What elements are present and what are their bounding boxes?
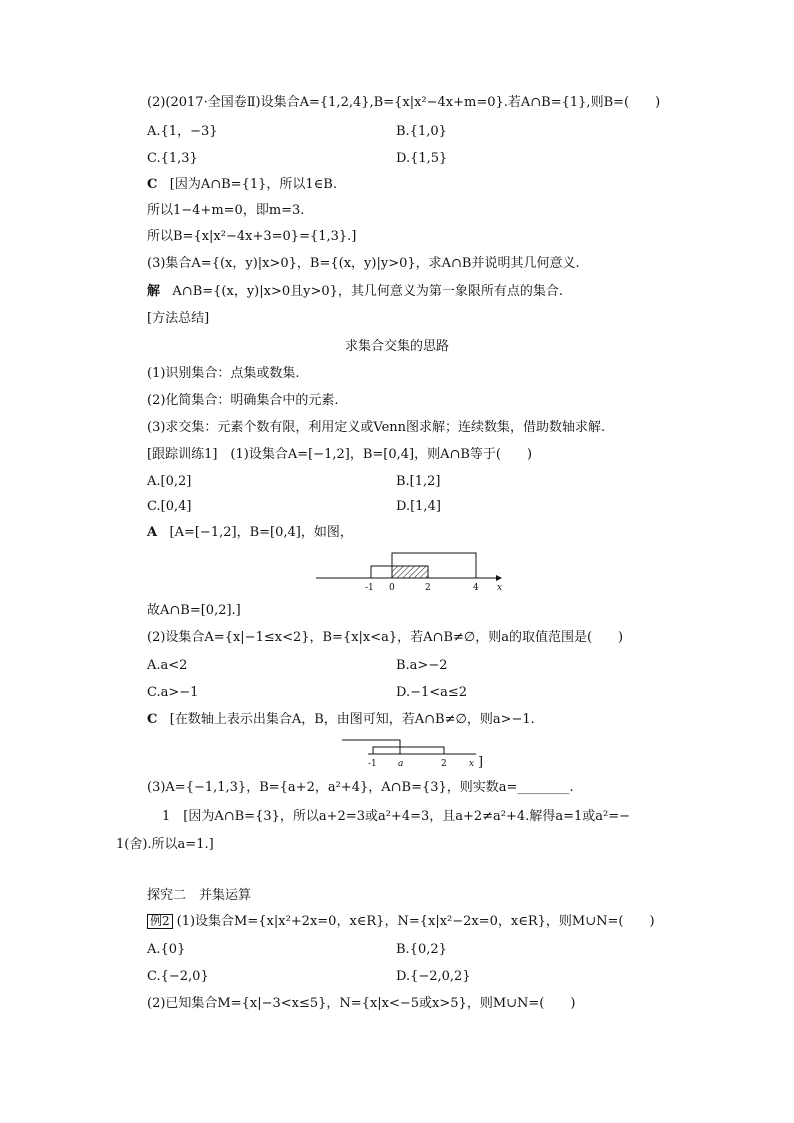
example2-q1-stem: [147, 914, 655, 930]
q3-answer-label: 解: [147, 284, 161, 299]
axis-label-x: x: [497, 583, 503, 593]
q3-stem: (3)集合A={(x，y)|x>0}，B={(x，y)|y>0}，求A∩B并说明其几何意义.: [147, 256, 580, 271]
training1-q2-answer: [147, 712, 535, 728]
training1-q1-stem: [跟踪训练1] (1)设集合A=[−1,2]，B=[0,4]，则A∩B等于( ): [147, 447, 533, 462]
q2-answer-letter: C: [147, 177, 158, 192]
axis-label-x: x: [469, 759, 475, 769]
method-summary-title: 求集合交集的思路: [344, 339, 449, 354]
q3-answer-text: A∩B={(x，y)|x>0且y>0}，其几何意义为第一象限所有点的集合.: [172, 284, 564, 299]
training1-q2-answer-letter: C: [147, 712, 158, 727]
method-step-3: (3)求交集：元素个数有限，利用定义或Venn图求解；连续数集，借助数轴求解.: [147, 420, 606, 435]
example2-q1-option-d: D.{−2,0,2}: [396, 969, 471, 984]
q3-answer: [147, 284, 563, 300]
training1-q1-answer-text: [A=[−1,2]，B=[0,4]，如图，: [169, 525, 353, 540]
method-summary-label: [方法总结]: [147, 311, 210, 326]
q2-option-b: B.{1,0}: [396, 124, 447, 139]
closing-bracket: ]: [478, 755, 484, 770]
training1-q1-option-d: D.[1,4]: [396, 499, 441, 514]
example2-q1-option-b: B.{0,2}: [396, 942, 447, 957]
q2-solution-line2: 所以B={x|x²−4x+3=0}={1,3}.]: [147, 229, 357, 244]
section-heading-union: 探究二 并集运算: [147, 888, 252, 903]
training1-q2-option-b: B.a>−2: [396, 658, 448, 673]
q2-stem: (2)(2017·全国卷Ⅱ)设集合A={1,2,4},B={x|x²−4x+m=0}.若A∩B={1},则B=( ): [147, 95, 661, 110]
training1-q2-option-a: A.a<2: [147, 658, 188, 673]
q2-answer: [147, 177, 337, 193]
training1-q1-answer: [147, 525, 353, 541]
training1-q2-option-d: D.−1<a≤2: [396, 685, 468, 700]
training1-q2-stem: (2)设集合A={x|−1≤x<2}，B={x|x<a}，若A∩B≠∅，则a的取值范围是( ): [147, 630, 624, 645]
method-step-2: (2)化简集合：明确集合中的元素.: [147, 393, 339, 408]
q2-answer-text: [因为A∩B={1}，所以1∈B.: [169, 177, 337, 192]
training1-q1-option-a: A.[0,2]: [147, 474, 192, 489]
method-step-1: (1)识别集合：点集或数集.: [147, 366, 300, 381]
example2-q1-option-a: A.{0}: [147, 942, 186, 957]
tick-label-0: 0: [389, 583, 395, 593]
training1-q1-option-c: C.[0,4]: [147, 499, 192, 514]
axis-arrow: [496, 575, 502, 581]
example2-q1-text: (1)设集合M={x|x²+2x=0，x∈R}，N={x|x²−2x=0，x∈R}，则M∪N=( ): [176, 914, 655, 929]
example2-q2-stem: (2)已知集合M={x|−3<x≤5}，N={x|x<−5或x>5}，则M∪N=( ): [147, 996, 576, 1011]
q2-option-c: C.{1,3}: [147, 151, 198, 166]
tick-label-neg1: -1: [365, 583, 374, 593]
set-a-bracket: [373, 747, 444, 754]
tick-label-2: 2: [441, 759, 447, 769]
training1-q3-answer-line2: 1(舍).所以a=1.]: [116, 837, 214, 852]
tick-label-a: a: [398, 759, 404, 769]
tick-label-4: 4: [473, 583, 479, 593]
training1-q1-conclusion: 故A∩B=[0,2].]: [147, 603, 241, 618]
number-line-figure-2: [338, 732, 498, 774]
training1-q2-option-c: C.a>−1: [147, 685, 199, 700]
number-line-figure-1: [310, 546, 510, 594]
q2-option-a: A.{1，−3}: [147, 124, 218, 139]
q2-solution-line1: 所以1−4+m=0，即m=3.: [147, 203, 305, 218]
q2-option-d: D.{1,5}: [396, 151, 448, 166]
training1-q1-answer-letter: A: [147, 525, 158, 540]
example2-box: 例2: [147, 914, 173, 929]
training1-q1-option-b: B.[1,2]: [396, 474, 441, 489]
training1-q2-answer-text: [在数轴上表示出集合A，B，由图可知，若A∩B≠∅，则a>−1.: [169, 712, 535, 727]
training1-q3-answer-line1: 1 [因为A∩B={3}，所以a+2=3或a²+4=3，且a+2≠a²+4.解得a=1或a²=−: [162, 809, 630, 824]
intersection-hatched-region: [392, 566, 428, 578]
tick-label-2: 2: [425, 583, 431, 593]
training1-q3-stem: (3)A={−1,1,3}，B={a+2，a²+4}，A∩B={3}，则实数a=________.: [147, 780, 574, 795]
tick-label-neg1: -1: [368, 759, 377, 769]
example2-q1-option-c: C.{−2,0}: [147, 969, 209, 984]
